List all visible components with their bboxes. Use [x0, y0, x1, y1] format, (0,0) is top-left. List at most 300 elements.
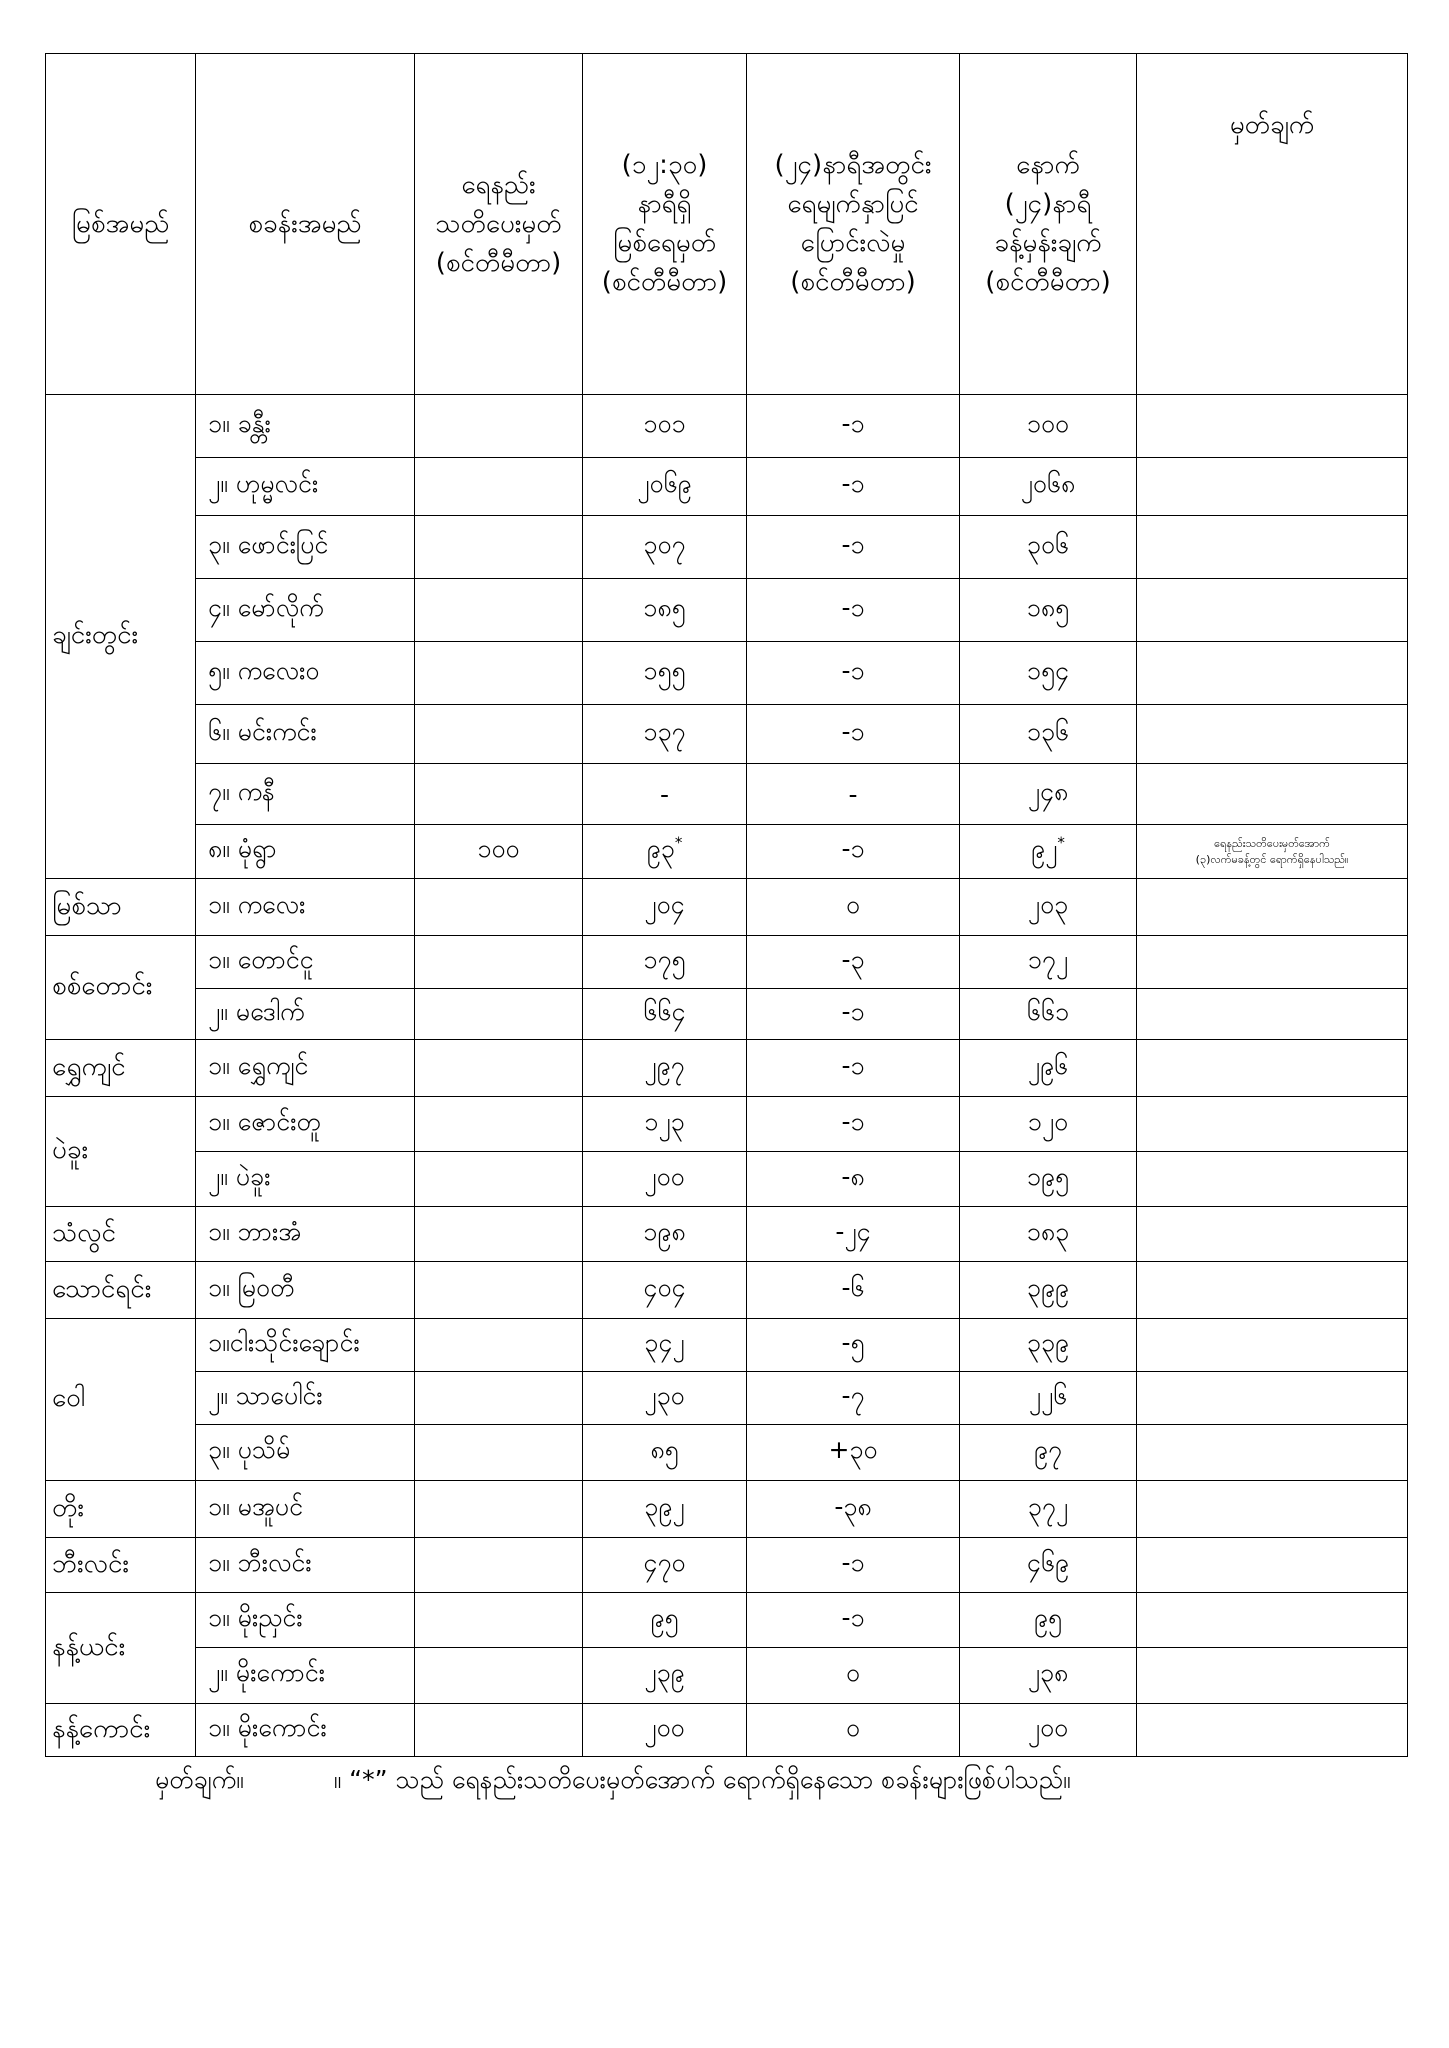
remark-cell — [1137, 879, 1408, 936]
station-name-cell — [196, 458, 415, 516]
forecast-cell — [960, 642, 1137, 705]
forecast-cell-value: ၉၂ — [1031, 834, 1058, 863]
station-name-cell-value: ၃။ ဖောင်းပြင် — [208, 529, 329, 559]
remark-cell — [1137, 1593, 1408, 1648]
warning-level-cell — [415, 1648, 583, 1704]
header-remark-label: မှတ်ချက် — [1229, 110, 1315, 140]
level-change-cell — [747, 1097, 960, 1152]
level-change-cell — [747, 516, 960, 579]
station-name-cell-value: ၁။ မြဝတီ — [208, 1272, 295, 1302]
warning-level-cell — [415, 1593, 583, 1648]
river-name-cell: ဘီးလင်း — [46, 1538, 196, 1593]
level-change-cell — [747, 936, 960, 989]
remark-cell — [1137, 395, 1408, 458]
station-name-cell-value: ၁။ ခန္တီး — [208, 408, 271, 438]
table-row — [46, 1425, 1408, 1481]
remark-cell — [1137, 1538, 1408, 1593]
level-change-cell — [747, 705, 960, 764]
forecast-cell-value: ၉၅ — [1033, 1602, 1063, 1632]
water-level-cell-value: ၄၀၄ — [643, 1272, 686, 1302]
level-change-cell-value: -၂၄ — [835, 1216, 871, 1246]
station-name-cell — [196, 764, 415, 825]
header-forecast-label: နောက် (၂၄)နာရီ ခန့်မှန်းချက် (စင်တီမီတာ) — [985, 150, 1111, 297]
remark-cell — [1137, 1152, 1408, 1207]
table-row — [46, 705, 1408, 764]
water-level-cell — [583, 879, 747, 936]
water-level-cell — [583, 1704, 747, 1757]
water-level-cell — [583, 579, 747, 642]
forecast-cell — [960, 395, 1137, 458]
station-name-cell — [196, 879, 415, 936]
water-level-cell — [583, 1425, 747, 1481]
warning-level-cell — [415, 879, 583, 936]
level-change-cell-value: ၀ — [845, 1712, 861, 1742]
level-change-cell — [747, 764, 960, 825]
forecast-cell-value: ၉၇ — [1033, 1435, 1063, 1464]
level-change-cell — [747, 879, 960, 936]
table-row — [46, 1097, 1408, 1152]
level-change-cell — [747, 1648, 960, 1704]
water-level-cell-value: ၃၀၇ — [643, 529, 686, 559]
forecast-cell — [960, 579, 1137, 642]
water-level-cell — [583, 764, 747, 825]
forecast-cell-value: ၁၈၅ — [1026, 592, 1070, 622]
water-level-cell-value: ၁၃၇ — [643, 716, 686, 746]
forecast-cell — [960, 1207, 1137, 1262]
level-change-cell — [747, 1425, 960, 1481]
warning-level-cell — [415, 705, 583, 764]
water-level-cell-value: ၂၉၇ — [644, 1050, 685, 1080]
remark-cell — [1137, 1262, 1408, 1319]
water-level-cell — [583, 989, 747, 1040]
warning-level-cell — [415, 1481, 583, 1538]
level-change-cell-value: -၆ — [841, 1272, 865, 1302]
station-name-cell — [196, 1481, 415, 1538]
remark-cell — [1137, 825, 1408, 879]
water-level-cell — [583, 516, 747, 579]
remark-cell-value: ရေနည်းသတိပေးမှတ်အောက် (၃)လက်မခန့်တွင် ရောက်ရှိနေပါသည်။ — [1195, 836, 1349, 866]
table-row — [46, 1207, 1408, 1262]
station-name-cell-value: ၂။ မဒေါက် — [208, 996, 305, 1026]
river-level-table — [45, 53, 1408, 1757]
forecast-cell-value: ၆၆၁ — [1026, 996, 1070, 1026]
warning-level-cell — [415, 1704, 583, 1757]
table-row — [46, 1372, 1408, 1425]
warning-level-cell — [415, 1152, 583, 1207]
level-change-cell — [747, 1262, 960, 1319]
header-change — [747, 54, 960, 395]
table-row — [46, 458, 1408, 516]
station-name-cell — [196, 1538, 415, 1593]
remark-cell — [1137, 936, 1408, 989]
table-row — [46, 1593, 1408, 1648]
forecast-cell — [960, 1372, 1137, 1425]
header-level — [583, 54, 747, 395]
water-level-cell — [583, 1097, 747, 1152]
station-name-cell-value: ၁။ ကလေး — [208, 889, 306, 919]
level-change-cell-value: -၁ — [841, 1050, 865, 1080]
header-station — [196, 54, 415, 395]
warning-level-cell — [415, 936, 583, 989]
water-level-cell — [583, 642, 747, 705]
warning-level-cell — [415, 1319, 583, 1372]
remark-cell — [1137, 1207, 1408, 1262]
forecast-cell — [960, 1538, 1137, 1593]
water-level-cell — [583, 1040, 747, 1097]
level-change-cell-value: -၁ — [841, 834, 865, 863]
table-row — [46, 642, 1408, 705]
header-remark — [1137, 54, 1408, 395]
remark-cell — [1137, 1481, 1408, 1538]
remark-cell — [1137, 1372, 1408, 1425]
water-level-cell-value: ၁၂၃ — [644, 1106, 685, 1136]
station-name-cell — [196, 1372, 415, 1425]
forecast-cell — [960, 1097, 1137, 1152]
forecast-cell — [960, 1481, 1137, 1538]
forecast-cell — [960, 1593, 1137, 1648]
station-name-cell — [196, 1319, 415, 1372]
station-name-cell-value: ၁။ တောင်ငူ — [208, 944, 314, 974]
level-change-cell-value: -၁ — [841, 469, 865, 498]
warning-level-cell — [415, 764, 583, 825]
level-change-cell — [747, 1040, 960, 1097]
level-change-cell — [747, 395, 960, 458]
forecast-cell-value: ၁၅၄ — [1026, 655, 1070, 685]
remark-cell — [1137, 1319, 1408, 1372]
water-level-cell — [583, 1372, 747, 1425]
header-station-label: စခန်းအမည် — [248, 208, 362, 239]
level-change-cell — [747, 458, 960, 516]
water-level-cell-value: - — [659, 779, 670, 809]
level-change-cell-value: -၁ — [841, 592, 865, 622]
water-level-cell-value: ၂၀၀ — [644, 1712, 685, 1742]
below-warning-mark: * — [674, 833, 683, 852]
table-row — [46, 1481, 1408, 1538]
table-row — [46, 764, 1408, 825]
station-name-cell-value: ၁။ ဘီးလင်း — [208, 1547, 312, 1577]
header-warning — [415, 54, 583, 395]
forecast-cell-value: ၂၃၈ — [1027, 1658, 1069, 1687]
below-warning-mark: * — [1057, 833, 1065, 852]
water-level-cell — [583, 825, 747, 879]
station-name-cell — [196, 1593, 415, 1648]
table-row — [46, 1704, 1408, 1757]
warning-level-cell — [415, 1425, 583, 1481]
level-change-cell-value: ၀ — [845, 1658, 861, 1687]
level-change-cell-value: -၁ — [841, 655, 865, 685]
forecast-cell-value: ၁၈၃ — [1026, 1216, 1070, 1246]
water-level-cell-value: ၂၃၉ — [644, 1658, 685, 1687]
water-level-cell — [583, 1319, 747, 1372]
station-name-cell-value: ၅။ ကလေးဝ — [208, 655, 320, 685]
station-name-cell-value: ၁။ ဇောင်းတူ — [208, 1106, 321, 1136]
table-row — [46, 936, 1408, 989]
water-level-cell — [583, 395, 747, 458]
station-name-cell-value: ၂။ သာပေါင်း — [208, 1380, 323, 1410]
forecast-cell-value: ၂၉၆ — [1027, 1050, 1069, 1080]
level-change-cell-value: -၅ — [841, 1327, 865, 1357]
forecast-cell-value: ၂၀၀ — [1027, 1712, 1069, 1742]
remark-cell — [1137, 989, 1408, 1040]
station-name-cell-value: ၁။ မိုးကောင်း — [208, 1712, 327, 1742]
river-name-cell: ရွှေကျင် — [46, 1040, 196, 1097]
forecast-cell — [960, 1319, 1137, 1372]
table-row — [46, 1319, 1408, 1372]
river-name-cell: နန့်ယင်း — [46, 1593, 196, 1704]
station-name-cell-value: ၁။ ဘားအံ — [208, 1216, 302, 1246]
forecast-cell — [960, 825, 1137, 879]
water-level-cell — [583, 1262, 747, 1319]
water-level-cell — [583, 458, 747, 516]
remark-cell — [1137, 1704, 1408, 1757]
level-change-cell-value: -၇ — [841, 1380, 865, 1410]
forecast-cell — [960, 879, 1137, 936]
level-change-cell — [747, 1207, 960, 1262]
header-level-label: (၁၂:၃၀) နာရီရှိ မြစ်ရေမှတ် (စင်တီမီတာ) — [601, 150, 728, 297]
level-change-cell-value: -၁ — [841, 529, 865, 559]
remark-cell — [1137, 764, 1408, 825]
remark-cell — [1137, 458, 1408, 516]
river-name-cell: ပဲခူး — [46, 1097, 196, 1207]
forecast-cell — [960, 1262, 1137, 1319]
station-name-cell-value: ၁။ငါးသိုင်းချောင်း — [208, 1327, 360, 1357]
station-name-cell — [196, 395, 415, 458]
water-level-cell-value: ၁၇၅ — [643, 944, 686, 974]
forecast-cell-value: ၁၀၀ — [1026, 408, 1070, 438]
level-change-cell-value: ၀ — [845, 889, 861, 919]
table-row — [46, 395, 1408, 458]
forecast-cell — [960, 1648, 1137, 1704]
forecast-cell-value: ၃၀၆ — [1026, 529, 1070, 559]
warning-level-cell — [415, 642, 583, 705]
station-name-cell — [196, 1262, 415, 1319]
table-row — [46, 516, 1408, 579]
station-name-cell-value: ၁။ မအူပင် — [208, 1491, 303, 1521]
level-change-cell-value: -၃၈ — [834, 1491, 872, 1521]
level-change-cell — [747, 642, 960, 705]
remark-cell — [1137, 1040, 1408, 1097]
header-river — [46, 54, 196, 395]
water-level-cell-value: ၂၃၀ — [644, 1380, 685, 1410]
water-level-cell-value: ၁၅၅ — [643, 655, 686, 685]
warning-level-cell — [415, 1372, 583, 1425]
station-name-cell — [196, 989, 415, 1040]
footnote-label: မှတ်ချက်။ — [155, 1765, 244, 1794]
level-change-cell — [747, 579, 960, 642]
water-level-cell — [583, 705, 747, 764]
station-name-cell — [196, 1425, 415, 1481]
river-name-cell: ဝေါ — [46, 1319, 196, 1481]
header-change-label: (၂၄)နာရီအတွင်း ရေမျက်နှာပြင် ပြောင်းလဲမှု (စင်တီမီတာ) — [774, 150, 932, 297]
station-name-cell — [196, 1648, 415, 1704]
station-name-cell-value: ၂။ မိုးကောင်း — [208, 1658, 325, 1687]
station-name-cell — [196, 579, 415, 642]
level-change-cell-value: -၁ — [841, 1106, 865, 1136]
water-level-cell-value: ၁၉၈ — [643, 1216, 686, 1246]
warning-level-cell — [415, 458, 583, 516]
water-level-cell-value: ၈၅ — [650, 1435, 679, 1464]
forecast-cell-value: ၃၇၂ — [1027, 1491, 1069, 1521]
station-name-cell-value: ၂။ ပဲခူး — [208, 1161, 271, 1191]
water-level-cell-value: ၁၈၅ — [643, 592, 686, 622]
forecast-cell-value: ၂၀၆၈ — [1020, 469, 1076, 498]
forecast-cell — [960, 989, 1137, 1040]
warning-level-cell — [415, 1207, 583, 1262]
forecast-cell — [960, 936, 1137, 989]
forecast-cell — [960, 1040, 1137, 1097]
river-name-cell: ချင်းတွင်း — [46, 395, 196, 879]
forecast-cell-value: ၁၃၆ — [1026, 716, 1070, 746]
water-level-cell — [583, 936, 747, 989]
station-name-cell — [196, 825, 415, 879]
forecast-cell-value: ၂၂၆ — [1028, 1380, 1068, 1410]
station-name-cell-value: ၇။ ကနီ — [208, 776, 275, 806]
water-level-cell-value: ၂၀၆၉ — [637, 469, 692, 498]
level-change-cell-value: -၁ — [841, 1547, 865, 1577]
forecast-cell-value: ၁၇၂ — [1027, 944, 1069, 974]
river-name-cell: မြစ်သာ — [46, 879, 196, 936]
level-change-cell — [747, 1704, 960, 1757]
station-name-cell-value: ၃။ ပုသိမ် — [208, 1435, 291, 1464]
station-name-cell-value: ၄။ မော်လိုက် — [208, 592, 324, 622]
level-change-cell-value: -၃ — [841, 944, 865, 974]
level-change-cell-value: - — [848, 779, 858, 809]
river-name-cell: သံလွင် — [46, 1207, 196, 1262]
water-level-cell-value: ၄၇၀ — [643, 1547, 686, 1577]
level-change-cell-value: -၁ — [841, 996, 865, 1026]
station-name-cell-value: ၁။ မိုးညှင်း — [208, 1602, 303, 1632]
level-change-cell — [747, 1152, 960, 1207]
warning-level-cell — [415, 1097, 583, 1152]
station-name-cell — [196, 516, 415, 579]
station-name-cell — [196, 1207, 415, 1262]
level-change-cell-value: -၁ — [841, 716, 865, 746]
forecast-cell — [960, 516, 1137, 579]
level-change-cell-value: +၃၀ — [828, 1435, 878, 1464]
footnote — [155, 1764, 1071, 1801]
table-row — [46, 989, 1408, 1040]
warning-level-cell-value: ၁၀၀ — [477, 834, 520, 863]
table-body — [46, 395, 1408, 1757]
remark-cell — [1137, 579, 1408, 642]
water-level-cell-value: ၁၀၁ — [643, 408, 686, 438]
level-change-cell-value: -၈ — [841, 1161, 865, 1191]
remark-cell — [1137, 1648, 1408, 1704]
forecast-cell-value: ၂၄၈ — [1027, 776, 1069, 806]
forecast-cell-value: ၃၉၉ — [1026, 1272, 1070, 1302]
station-name-cell — [196, 1040, 415, 1097]
forecast-cell-value: ၁၉၅ — [1026, 1161, 1070, 1191]
level-change-cell — [747, 1481, 960, 1538]
river-name-cell: စစ်တောင်း — [46, 936, 196, 1040]
station-name-cell-value: ၈။ မုံရွာ — [208, 834, 277, 863]
level-change-cell — [747, 1372, 960, 1425]
level-change-cell — [747, 989, 960, 1040]
water-level-cell — [583, 1152, 747, 1207]
warning-level-cell — [415, 395, 583, 458]
forecast-cell-value: ၄၆၉ — [1026, 1547, 1070, 1577]
warning-level-cell — [415, 516, 583, 579]
river-name-cell: တိုး — [46, 1481, 196, 1538]
forecast-cell — [960, 764, 1137, 825]
level-change-cell — [747, 825, 960, 879]
level-change-cell — [747, 1593, 960, 1648]
station-name-cell — [196, 705, 415, 764]
table-row — [46, 1040, 1408, 1097]
level-change-cell-value: -၁ — [841, 408, 865, 438]
warning-level-cell — [415, 1538, 583, 1593]
remark-cell — [1137, 1425, 1408, 1481]
warning-level-cell — [415, 1040, 583, 1097]
header-warning-label: ရေနည်းသတိပေးမှတ် (စင်တီမီတာ) — [435, 169, 562, 278]
header-river-label: မြစ်အမည် — [71, 208, 170, 239]
water-level-cell — [583, 1538, 747, 1593]
level-change-cell — [747, 1538, 960, 1593]
water-level-cell-value: ၂၀၄ — [644, 889, 685, 919]
water-level-cell — [583, 1648, 747, 1704]
remark-cell — [1137, 516, 1408, 579]
header-row — [46, 54, 1408, 395]
river-name-cell: သောင်ရင်း — [46, 1262, 196, 1319]
station-name-cell — [196, 1152, 415, 1207]
station-name-cell-value: ၂။ ဟုမ္မလင်း — [208, 469, 319, 498]
warning-level-cell — [415, 989, 583, 1040]
station-name-cell — [196, 1097, 415, 1152]
warning-level-cell — [415, 579, 583, 642]
table-row — [46, 579, 1408, 642]
level-change-cell-value: -၁ — [841, 1602, 865, 1632]
forecast-cell-value: ၁၂၀ — [1027, 1106, 1069, 1136]
forecast-cell — [960, 1152, 1137, 1207]
station-name-cell-value: ၁။ ရွှေကျင် — [208, 1050, 309, 1080]
header-forecast — [960, 54, 1137, 395]
remark-cell — [1137, 1097, 1408, 1152]
forecast-cell-value: ၃၃၉ — [1026, 1327, 1070, 1357]
warning-level-cell — [415, 825, 583, 879]
station-name-cell-value: ၆။ မင်းကင်း — [208, 716, 317, 746]
warning-level-cell — [415, 1262, 583, 1319]
remark-cell — [1137, 642, 1408, 705]
river-name-cell: နန့်ကောင်း — [46, 1704, 196, 1757]
forecast-cell-value: ၂၀၃ — [1027, 889, 1069, 919]
water-level-cell — [583, 1207, 747, 1262]
water-level-cell — [583, 1481, 747, 1538]
forecast-cell — [960, 705, 1137, 764]
station-name-cell — [196, 642, 415, 705]
footnote-text: ။ “*” သည် ရေနည်းသတိပေးမှတ်အောက် ရောက်ရှိနေသော စခန်းများဖြစ်ပါသည်။ — [333, 1765, 1071, 1794]
forecast-cell — [960, 1704, 1137, 1757]
water-level-cell — [583, 1593, 747, 1648]
station-name-cell — [196, 936, 415, 989]
water-level-cell-value: ၉၅ — [650, 1602, 679, 1632]
water-level-cell-value: ၂၀၀ — [644, 1161, 685, 1191]
table-row — [46, 1262, 1408, 1319]
remark-cell — [1137, 705, 1408, 764]
water-level-cell-value: ၆၆၄ — [643, 996, 686, 1026]
table-row — [46, 1152, 1408, 1207]
table-row — [46, 1538, 1408, 1593]
station-name-cell — [196, 1704, 415, 1757]
water-level-cell-value: ၉၃ — [646, 834, 675, 863]
level-change-cell — [747, 1319, 960, 1372]
forecast-cell — [960, 1425, 1137, 1481]
table-row — [46, 825, 1408, 879]
forecast-cell — [960, 458, 1137, 516]
table-row — [46, 1648, 1408, 1704]
table-row — [46, 879, 1408, 936]
water-level-cell-value: ၃၄၂ — [644, 1327, 685, 1357]
water-level-cell-value: ၃၉၂ — [644, 1491, 685, 1521]
